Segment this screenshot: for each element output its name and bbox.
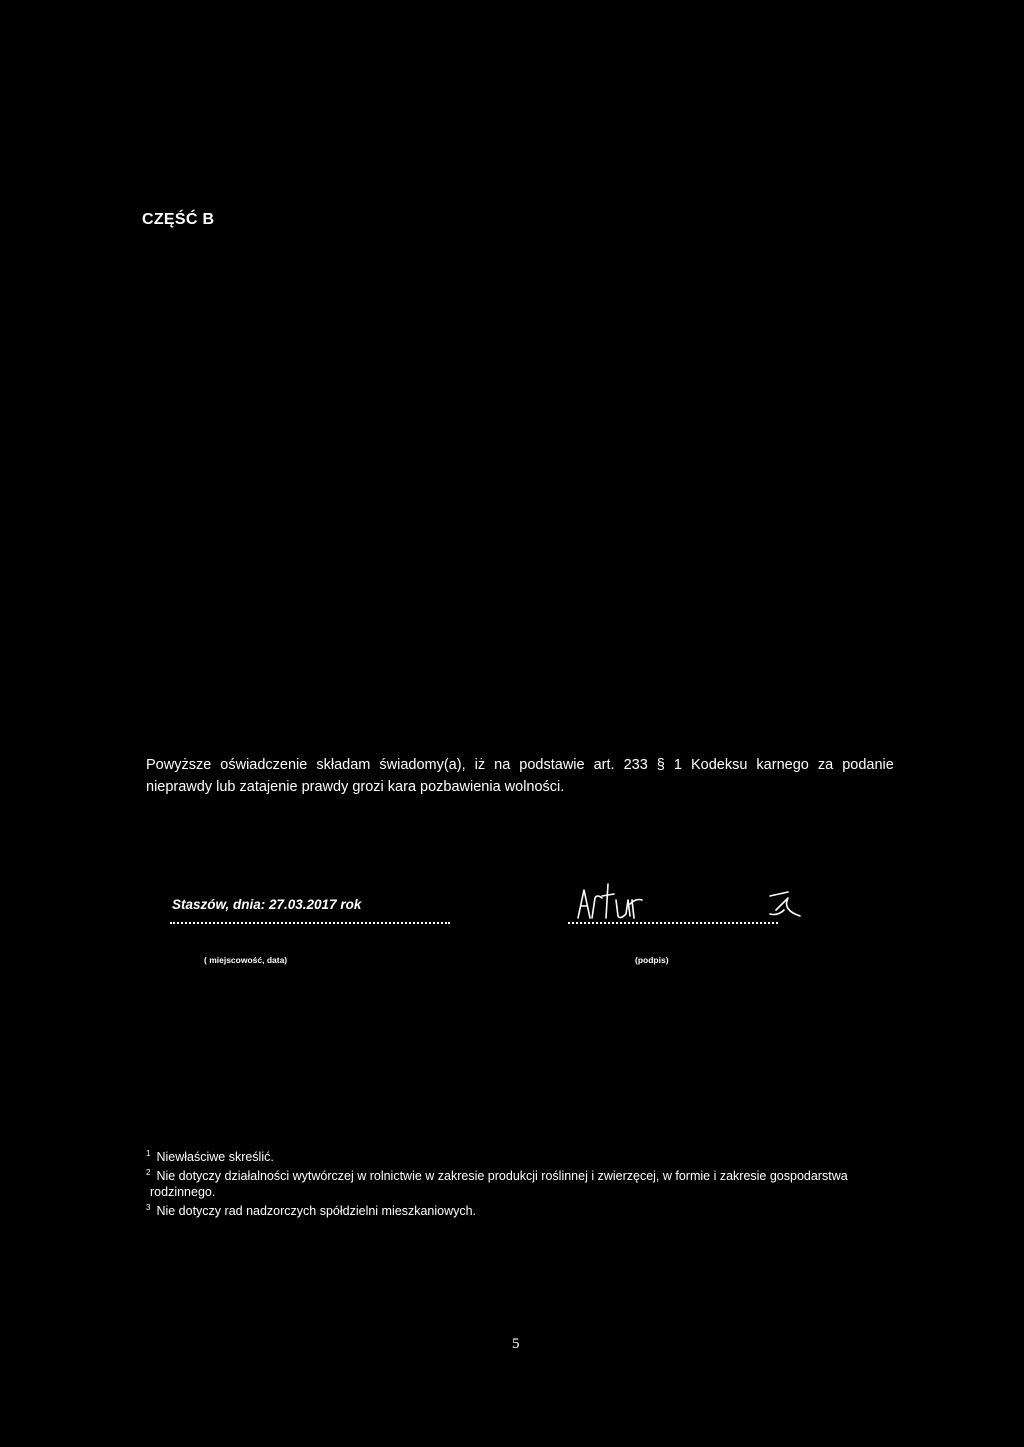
statement-word: Powyższe <box>146 757 212 773</box>
footnote-3 <box>146 1200 906 1219</box>
statement-word: na <box>494 757 511 773</box>
footnote-text: Niewłaściwe skreślić. <box>156 1150 274 1164</box>
place-date-dotted-line <box>170 922 450 924</box>
footnote-marker: 3 <box>146 1203 151 1212</box>
statement-paragraph <box>146 754 894 798</box>
footnote-text: Nie dotyczy rad nadzorczych spółdzielni mieszkaniowych. <box>156 1204 477 1218</box>
footnote-2-continuation: rodzinnego. <box>150 1185 216 1199</box>
page-number: 5 <box>512 1336 520 1352</box>
footnote-2 <box>146 1165 906 1184</box>
place-date-caption: ( miejscowość, data) <box>204 955 288 965</box>
statement-word: art. <box>593 757 615 773</box>
statement-word: Kodeksu <box>690 757 748 773</box>
footnote-marker: 1 <box>146 1149 151 1158</box>
footnote-text: Nie dotyczy działalności wytwórczej w rolnictwie w zakresie produkcji roślinnej i zwierzęcej, w formie i zakresie gospodarstwa <box>156 1169 848 1183</box>
statement-line-1 <box>146 754 894 776</box>
statement-word: § <box>656 757 665 773</box>
footnotes <box>146 1146 906 1219</box>
section-title: CZĘŚĆ B <box>142 211 215 228</box>
signature-caption: (podpis) <box>635 955 669 965</box>
statement-word: 233 <box>623 757 648 773</box>
footnote-marker: 2 <box>146 1168 151 1177</box>
statement-word: świadomy(a), <box>379 757 466 773</box>
statement-word: podstawie <box>519 757 585 773</box>
statement-word: 1 <box>673 757 682 773</box>
statement-word: oświadczenie <box>220 757 308 773</box>
place-date-value: Staszów, dnia: 27.03.2017 rok <box>172 897 362 912</box>
statement-word: iż <box>474 757 486 773</box>
footnote-1 <box>146 1146 906 1165</box>
statement-word: podanie <box>842 757 894 773</box>
statement-line-2: nieprawdy lub zatajenie prawdy grozi kara pozbawienia wolności. <box>146 779 565 795</box>
statement-word: karnego <box>756 757 809 773</box>
statement-word: za <box>817 757 834 773</box>
signature-dotted-line <box>568 922 778 924</box>
statement-word: składam <box>316 757 371 773</box>
